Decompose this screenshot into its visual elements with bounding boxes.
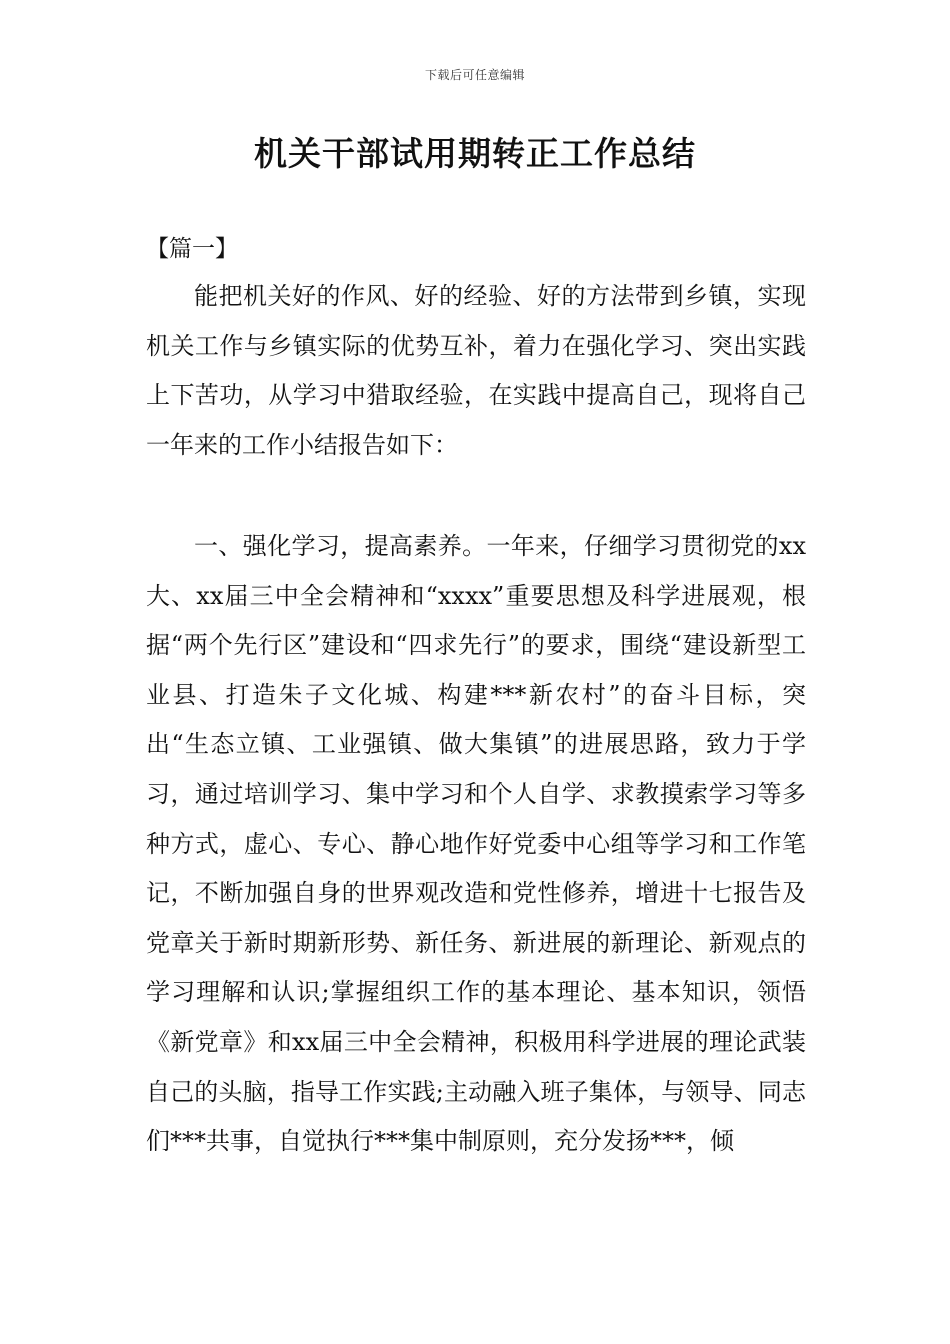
header-note: 下载后可任意编辑: [424, 68, 525, 82]
paragraph-intro: 能把机关好的作风、好的经验、好的方法带到乡镇，实现机关工作与乡镇实际的优势互补，着力在强化学习、突出实践上下苦功，从学习中猎取经验，在实践中提高自己，现将自己一年来的工作小结报告如下：: [146, 282, 806, 459]
document-title: 机关干部试用期转正工作总结: [254, 134, 696, 173]
section-label: 【篇一】: [146, 236, 238, 262]
paragraph-study: 一、强化学习，提高素养。一年来，仔细学习贯彻党的xx大、xx届三中全会精神和“xxxx”重要思想及科学进展观，根据“两个先行区”建设和“四求先行”的要求，围绕“建设新型工业县、打造朱子文化城、构建***新农村”的奋斗目标，突出“生态立镇、工业强镇、做大集镇”的进展思路，致力于学习，通过培训学习、集中学习和个人自学、求教摸索学习等多种方式，虚心、专心、静心地作好党委中心组等学习和工作笔记，不断加强自身的世界观改造和党性修养，增进十七报告及党章关于新时期新形势、新任务、新进展的新理论、新观点的学习理解和认识;掌握组织工作的基本理论、基本知识，领悟《新党章》和xx届三中全会精神，积极用科学进展的理论武装自己的头脑，指导工作实践;主动融入班子集体，与领导、同志们***共事，自觉执行***集中制原则，充分发扬***，倾: [146, 532, 806, 1156]
